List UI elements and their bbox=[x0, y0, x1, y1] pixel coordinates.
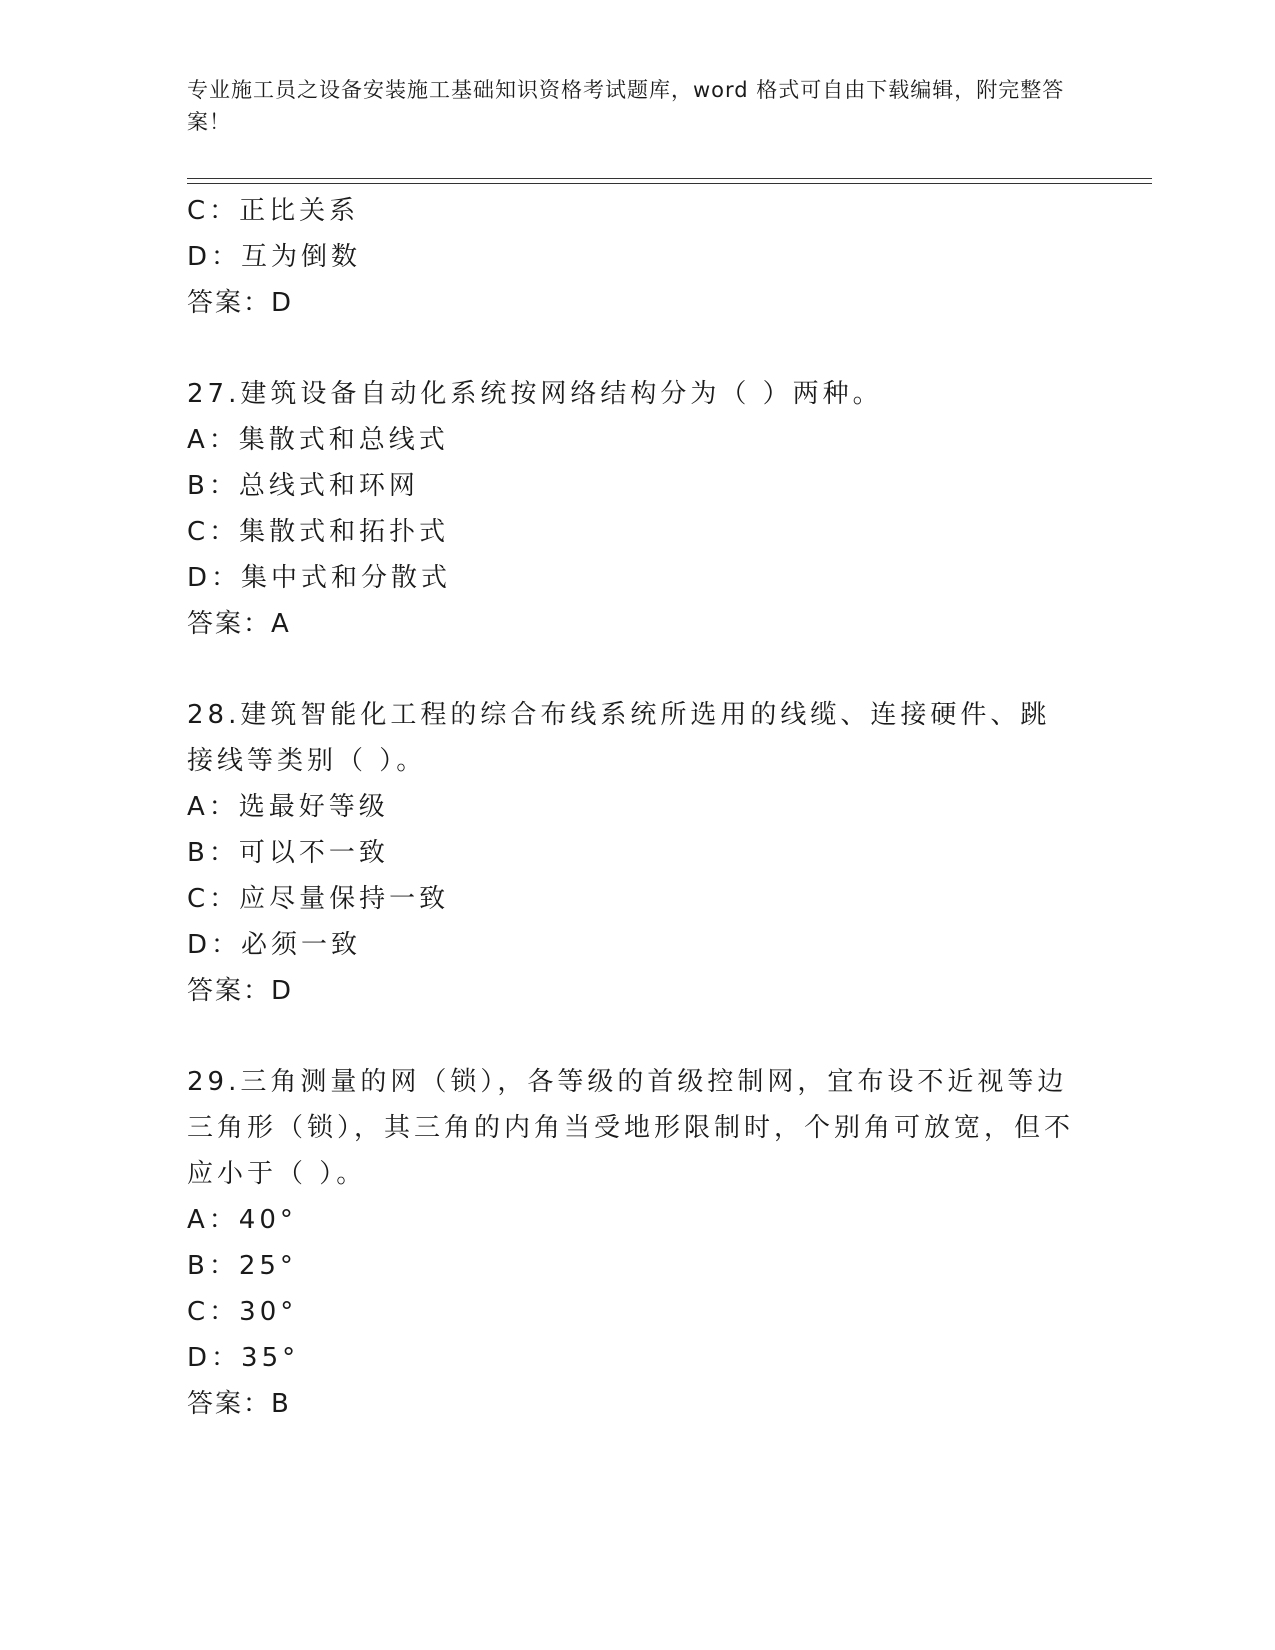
option-b: B：总线式和环网 bbox=[187, 471, 419, 501]
question-26-tail bbox=[187, 188, 1087, 326]
option-b: B：可以不一致 bbox=[187, 838, 389, 868]
option-d: D：必须一致 bbox=[187, 930, 362, 960]
document-header: 专业施工员之设备安装施工基础知识资格考试题库，word 格式可自由下载编辑，附完整答案！ bbox=[187, 78, 1065, 134]
answer: 答案：B bbox=[187, 1389, 291, 1419]
option-d: D：集中式和分散式 bbox=[187, 563, 452, 593]
option-a: A：40° bbox=[187, 1205, 297, 1235]
question-27 bbox=[187, 371, 1087, 647]
option-c: C：正比关系 bbox=[187, 196, 360, 226]
option-c: C：集散式和拓扑式 bbox=[187, 517, 450, 547]
answer: 答案：D bbox=[187, 288, 294, 318]
option-a: A：集散式和总线式 bbox=[187, 425, 449, 455]
question-stem: 28.建筑智能化工程的综合布线系统所选用的线缆、连接硬件、跳接线等类别（ ）。 bbox=[187, 700, 1051, 776]
option-d: D：35° bbox=[187, 1343, 300, 1373]
question-29 bbox=[187, 1059, 1087, 1427]
option-c: C：30° bbox=[187, 1297, 298, 1327]
option-d: D：互为倒数 bbox=[187, 242, 362, 272]
answer: 答案：A bbox=[187, 609, 291, 639]
question-stem: 27.建筑设备自动化系统按网络结构分为（ ）两种。 bbox=[187, 379, 883, 409]
question-28 bbox=[187, 692, 1087, 1014]
header-rule-bottom bbox=[187, 183, 1152, 184]
question-content bbox=[187, 188, 1087, 1427]
answer: 答案：D bbox=[187, 976, 294, 1006]
option-b: B：25° bbox=[187, 1251, 297, 1281]
option-a: A：选最好等级 bbox=[187, 792, 389, 822]
header-rule-top bbox=[187, 178, 1152, 179]
option-c: C：应尽量保持一致 bbox=[187, 884, 450, 914]
question-stem: 29.三角测量的网（锁），各等级的首级控制网，宜布设不近视等边三角形（锁），其三角的内角当受地形限制时，个别角可放宽，但不应小于（ ）。 bbox=[187, 1067, 1075, 1189]
